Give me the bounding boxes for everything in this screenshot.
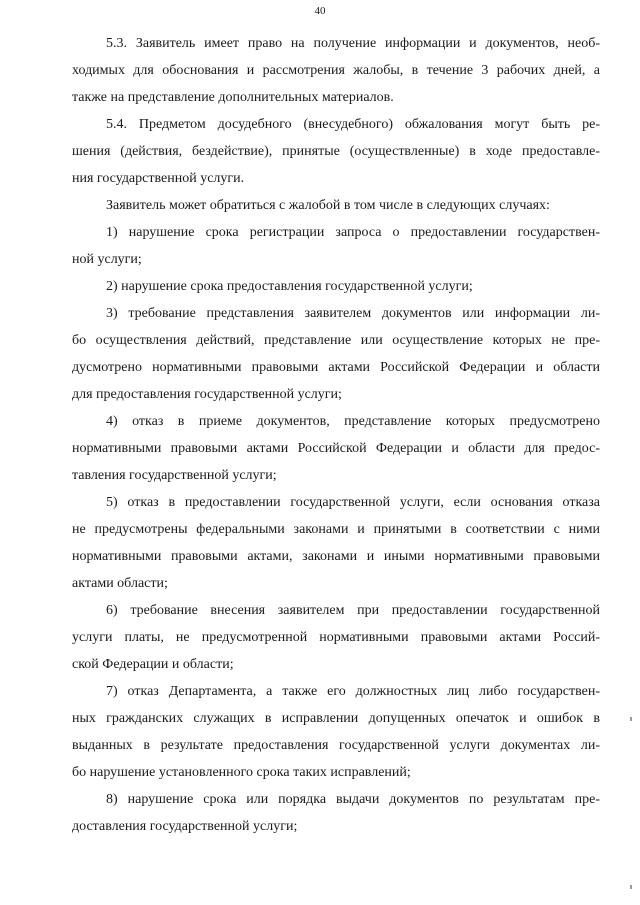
text-line: шения (действия, бездействие), принятые (осуществленные) в ходе предоставле- xyxy=(72,144,600,159)
text-line: бо осуществления действий, представление или осуществление которых не пре- xyxy=(72,333,600,348)
text-line: доставления государственной услуги; xyxy=(72,819,298,834)
page-number: 40 xyxy=(314,5,326,17)
scan-edge-mark xyxy=(630,885,632,889)
text-line: ния государственной услуги. xyxy=(72,171,245,186)
text-line: Заявитель может обратиться с жалобой в том числе в следующих случаях: xyxy=(106,198,550,213)
text-line: бо нарушение установленного срока таких исправлений; xyxy=(72,765,411,780)
text-line: ходимых для обоснования и рассмотрения жалобы, в течение 3 рабочих дней, а xyxy=(72,63,600,78)
body-text xyxy=(72,30,600,840)
text-line: нормативными правовыми актами, законами и иными нормативными правовыми xyxy=(72,549,600,564)
text-line: ных гражданских служащих в исправлении допущенных опечаток и ошибок в xyxy=(72,711,600,726)
text-line: ской Федерации и области; xyxy=(72,657,234,672)
text-line: выданных в результате предоставления государственной услуги документах ли- xyxy=(72,738,600,753)
text-line: тавления государственной услуги; xyxy=(72,468,277,483)
text-line: 7) отказ Департамента, а также его должностных лиц либо государствен- xyxy=(106,684,600,699)
text-line: ной услуги; xyxy=(72,252,142,267)
text-line: для предоставления государственной услуги; xyxy=(72,387,342,402)
text-line: дусмотрено нормативными правовыми актами Российской Федерации и области xyxy=(72,360,600,375)
text-line: нормативными правовыми актами Российской Федерации и области для предос- xyxy=(72,441,600,456)
scan-edge-mark xyxy=(630,717,632,721)
text-line: 6) требование внесения заявителем при предоставлении государственной xyxy=(106,603,600,618)
text-line: 2) нарушение срока предоставления государственной услуги; xyxy=(106,279,473,294)
text-line: 5) отказ в предоставлении государственной услуги, если основания отказа xyxy=(106,495,600,510)
text-line: актами области; xyxy=(72,576,168,591)
text-line: 8) нарушение срока или порядка выдачи документов по результатам пре- xyxy=(106,792,600,807)
text-line: также на представление дополнительных материалов. xyxy=(72,90,394,105)
text-line: 1) нарушение срока регистрации запроса о предоставлении государствен- xyxy=(106,225,600,240)
text-line: услуги платы, не предусмотренной нормативными правовыми актами Россий- xyxy=(72,630,600,645)
text-line: 3) требование представления заявителем документов или информации ли- xyxy=(106,306,600,321)
text-line: не предусмотрены федеральными законами и принятыми в соответствии с ними xyxy=(72,522,600,537)
text-line: 5.4. Предметом досудебного (внесудебного) обжалования могут быть ре- xyxy=(106,117,600,132)
text-line: 5.3. Заявитель имеет право на получение информации и документов, необ- xyxy=(106,36,600,51)
text-line: 4) отказ в приеме документов, представление которых предусмотрено xyxy=(106,414,600,429)
